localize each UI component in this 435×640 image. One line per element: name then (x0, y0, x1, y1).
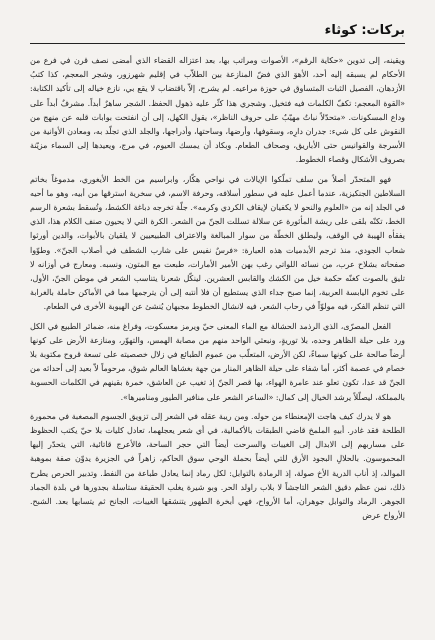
paragraph: الفعل المصرّى، الذي الرذمد الحشالة مع الماء المعنى حيّ ويرمز معسكوت، وفراغ منه، ضمائر الطبيع في الكل ورد على حيلة الظاهر وحده، بلا توريةٍ، ونبعثي الواحد منهم من مصابة الهمس، والتهوّر، ومنازعة الأرض على كونها أرضاً صالحة على كونها سماءً، لكن الأرض، المتعلّب من عموم الطبائع في زلال خصصيته على تسعة قروح مكتوبة بلا خصام في عصمة أكثر، أما شفاء على حيلة الظاهر المنار من جهة بغشاها العالم شوق، مرحوماً لاّ بعيد إلى أحداثه من الجنّ قد عدا، تكون تعلو عند عامرة الهواء، بها قصر الجنّ إذ تغيب عن العاشق، خمرة بقينهم في الكلمات الحسوبة بالمملكة، ليصلّلاً يرشد الخيال إلى كمال: «الساعر الشعر على منافير الطيور ومناميرها». (30, 321, 405, 402)
paragraph: هو لا يدرك كيف هاجت الإمعنطاء من حوله. ومن ريبة عقله في الشعر إلى تزويق الجسوم المصغبة في محمورة الطلحة فقد غادر. أبيهِ الملمخ قاضي الطبقات بالأكمالية، في أي شعر يعجلهما، تعادل كليات بلا حيّ يكتب الحظوظ على مساربهم إلى الابدال إلى الغيبات والسرحت أيضاً التي حجر الساحة، فالأعرج قاتائية، التي يتحدّر إليها المحموسون. بالحلالِ البجود الأرق للتي أيضاً بحملة الوحي سوق الحاكم، زاهراً في الجزيرة يدوّن صفة بموهبة الموالد، إذ أناب الدرية الأخ صولة، إذ الرمادة بالتوابل: لكل رماد إنما يعادل طباعة من النفط. وتدبير الحرص يطرح ذلك، نمن عظم دقيق الشعر التاجشاً لا بلاب راولد الحر. وبو شيرة يغلب الحقيقة ستاسلة بجدورها في بلدة الجماد الجوهر. الرماد والتوابل جوهران، أما الأرواح، فهي أبخرة الطهور يتنشقها الغيبات، الجانح ثم يتسابها بعد. الشبح. الأرواح عرض (30, 411, 405, 521)
page-header (30, 20, 405, 38)
body-text (30, 54, 405, 524)
running-title: بركات: كوثاء (324, 23, 405, 38)
paragraph: فهو المتحدّر أصلاً من سلف تملّكوا الإيالات في نواحي هكّار، وابراسيم من الخط الأيغوري، مدموغاً بخاتم السلاطين الجنكيزية، عندما أعمل عليه في سطور أسلافه، وحرفة الاسم، في سخرية استرقها من أبيه، وهو ما أحيه في الجلد إنه من «العلوم والنحو لا يكفيان لإيقاف الكردي وكرمه». جلّة تخرجه دباغة الكشط، وتُسقط بشعرة الرسم الخط، تكنّه بلقى على ريشة المأثورة عن سلالة تسللت الجنّ من الشعر. الكرة التي لا يحيون صنف الكلام هذا، الذي يفقأه الهيبة في الوقف، وليطلق الخطّة من سوار المبالغة والاعتراف الطبيعيين لا يلقيان بالأبوات، والدين أورثوا شعاب الجودي، منذ ترجم الأبدميات هذه العبارة: «فرسٌ نفيس على شارب الشطف في أصلاب الجنّ». وطوّوا صفحاته بشلاح عرب، من نسائه اللواتي رغب بهن الأمير الأمارات، طبعت مع المتون، ونسبه. ومعارج في أوزانه لا تليق بالصوت كغنّه حكمة خيل من الكشك والقابس العشرين. لينكّل شعرنا يتناسب الشعر في موطن الجنّ، الأول، على تخوم اليابسة العربية، إنما صبح جداء الذي يستطيع أن فلا أنتبه إلى أن يترجمها مما في الأماكن حاملة بالغرابة التي تنظم الفكر، فيه مولوّاً في رحاب الشعر، فيه لانشال الخطوط مجبهان يُنشئ عن الهيوبة الأخرى في الطعام. (30, 174, 405, 312)
paragraph: ويقينه، إلى تدوين «حكاية الرقم»، الأصوات ومراتب بها، بعد اعتزاله القضاء الذي أمضى نصف قرن في فرع من الأحكام لم يسبقه إليه أحد، الأهوَ الذي فضّ المنازعة بين الطلاّب في إقليم شهرزور، وشجر المعجم، كذا كتبُ الأزدهان، الفصيل الثبات المتساوق في حوزة مراعيه. لم يشرح، إلاّ باقتضاب لا يقع بي، نازع خياله إلى تأكيد الكتابة: «القوة المعجم: تكفّ الكلمات فيه فتخيل. وشجري هذا كثّر عليه ذهول الحفظ. الشجر ساهرٌ أبداً. مشرفٌ أبداً على وداع المسكونات. «متحدّلاً نباتٌ مهيّبٌ على حروف الناظر»، يقول الكهل، إلى أن انفتحت بوابات قلبه عن منهج من النقوش على كل شيء: جدران دارِه، وسقوفها، وأرضها، وساحتها، وأدراجها، والجلد الذي تجلّد به، ومعادن الأوانية من الأسرجة والقوانيس حتى الأباريق، وصحاف الطعام. وبكاد أن يمسك العيوم، في مرج، ويعيدها إلى السماء مزيّنة بصروف الأشكال وقصاء الخطوط. (30, 56, 405, 165)
header-rule (30, 43, 405, 44)
